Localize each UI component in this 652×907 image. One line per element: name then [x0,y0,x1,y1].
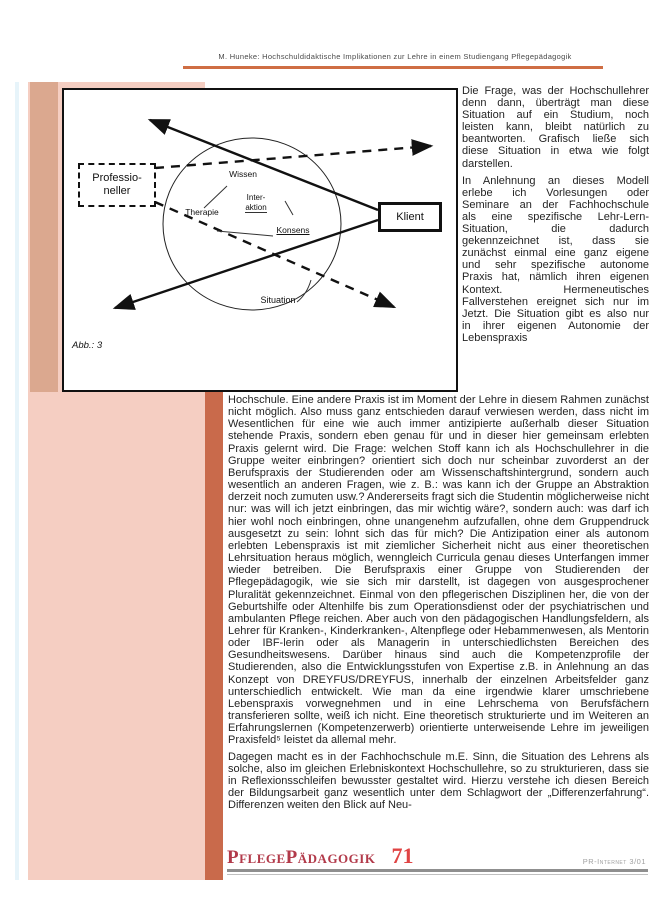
dashed-arrow-lower-right [155,202,394,307]
label-therapie: Therapie [185,207,219,217]
label-interaktion-line1: Inter- [246,193,266,202]
label-konsens: Konsens [276,225,310,235]
running-title: M. Huneke: Hochschuldidaktische Implikationen zur Lehre in einem Studiengang Pflegepädagogik [218,52,572,61]
label-situation: Situation [260,295,296,305]
figure-caption: Abb.: 3 [72,340,103,351]
issue-label: PR-Internet 3/01 [582,857,646,866]
connector-therapie-konsens [217,231,273,236]
column-accent-bar [205,392,223,880]
brand-title: PflegePädagogik [227,847,376,868]
left-accent-bar [30,82,58,392]
footer [227,843,413,869]
connector-wissen [204,186,227,208]
node-klient-label: Klient [396,210,424,223]
body-paragraph-2: Dagegen macht es in der Fachhochschule m.E. Sinn, die Situation des Lehrens als solche, also im gleichen Erlebniskontext Hochschullehre, so zu strukturieren, dass sie in Reflexionsschleifen bewusster gestaltet wird. Hierzu verstehe ich diesen Bereich der Bildungsarbeit ganz wesentlich unter dem Schlagwort der „Differenzerfahrung“. Differenzen weiten den Blick auf Neu- [228,750,649,812]
label-interaktion [234,193,278,213]
figure-box [62,88,458,392]
node-klient [378,202,442,232]
body-text [228,394,649,815]
column-paragraph-1: Die Frage, was der Hochschullehrer denn dann, überträgt man diese Situation auf ein Studium, noch leisten kann, bleibt natürlich zu beantworten. Grafisch ließe sich diese Situation in etwa wie folgt darstellen. [462,85,649,170]
node-professioneller-line1: Professio- [92,172,142,184]
scan-artifact-line [15,82,19,880]
footer-rule [227,869,648,872]
column-paragraph-2: In Anlehnung an dieses Modell erlebe ich Vorlesungen oder Seminare an der Fachhochschule als eine spezifische Lehr-Lern-Situation, die dadurch gekennzeichnet ist, dass sie zunächst einmal eine ganz eigene und sehr spezifische autonome Praxis hat, nämlich ihren eigenen Kontext. Hermeneutisches Fallverstehen ereignet sich nur im Jetzt. Die Situation gibt es also nur in ihrer eigenen Autonomie der Lebenspraxis [462,174,649,344]
page-number: 71 [391,843,414,868]
label-wissen: Wissen [229,169,257,179]
header-rule [183,66,603,69]
label-interaktion-line2: aktion [245,203,267,212]
diagram-canvas [64,90,456,390]
connector-interaktion [285,201,293,215]
footer-rule-shadow [227,874,648,875]
body-paragraph-1: Hochschule. Eine andere Praxis ist im Moment der Lehre in diesem Rahmen zunächst nicht möglich. Also muss ganz entschieden darauf verwiesen werden, dass nicht im Wesentlichen für eine wie auch immer antizipierte außerhalb dieser Situation stehende Praxis, sondern eben genau für und in dieser hier gemeinsam erlebten Praxis gelernt wird. Die Frage: welchen Stoff kann ich als Hochschullehrer in die Gruppe weiter einbringen? orientiert sich doch nur scheinbar zuvorderst an der Berufspraxis der Studierenden oder am Wissenschaftshintergrund, sondern auch wesentlich an anderen Fragen, wie z. B.: was kann ich der Gruppe an Abstraktion derzeit noch zumuten usw.? Andererseits fragt sich die Studentin möglicherweise nicht nur: was will ich jetzt einbringen, das mir wichtig wäre?, sondern auch: was darf ich hier wohl noch einbringen, ohne unangenehm aufzufallen, ohne dem Gruppendruck ausgesetzt zu sein: lohnt sich das für mich? Die Antizipation einer als autonom erlebten Lebenspraxis ist mit ziemlicher Sicherheit nicht aus einer theoretischen Lehrsituation heraus möglich, wenngleich Curricula genau dieses Unterfangen immer wieder betreiben. Die Berufspraxis einer Gruppe von Studierenden der Pflegepädagogik, wie sie sich mir darstellt, ist dagegen von ausgesprochener Pluralität gekennzeichnet. Einmal von den pflegerischen Disziplinen her, die von der Geburtshilfe oder Altenhilfe bis zum Operationsdienst oder der psychiatrischen und ambulanten Pflege reichen. Aber auch von den pädagogischen Handlungsfeldern, als Lehrer für Kranken-, Kinderkranken-, Altenpflege oder Hebammenwesen, als Mentorin oder IBF-lerin oder als Managerin in unterschiedlichsten Bereichen des Gesundheitswesens. Darüber hinaus sind auch die Kompetenzprofile der Studierenden, also die Entwicklungsstufen von Expertise z.B. in Anlehnung an das Konzept von DREYFUS/DREYFUS, innerhalb der einzelnen Arbeitsfelder ganz unterschiedlich entwickelt. Wie man da eine irgendwie klarer umschriebene Lebenspraxis vorwegnehmen und in eine Lehrschema von Berufsfächern transferieren sollte, weiß ich nicht. Eine theoretisch strukturierte und im Weiteren an Erfahrungslernen (Kompetenzerwerb) orientierte unterweisende Lehre im jeweiligen Praxisfeld⁵ leistet da allemal mehr. [228,394,649,747]
node-professioneller [78,163,156,207]
right-column [462,85,649,349]
node-professioneller-line2: neller [103,185,131,197]
